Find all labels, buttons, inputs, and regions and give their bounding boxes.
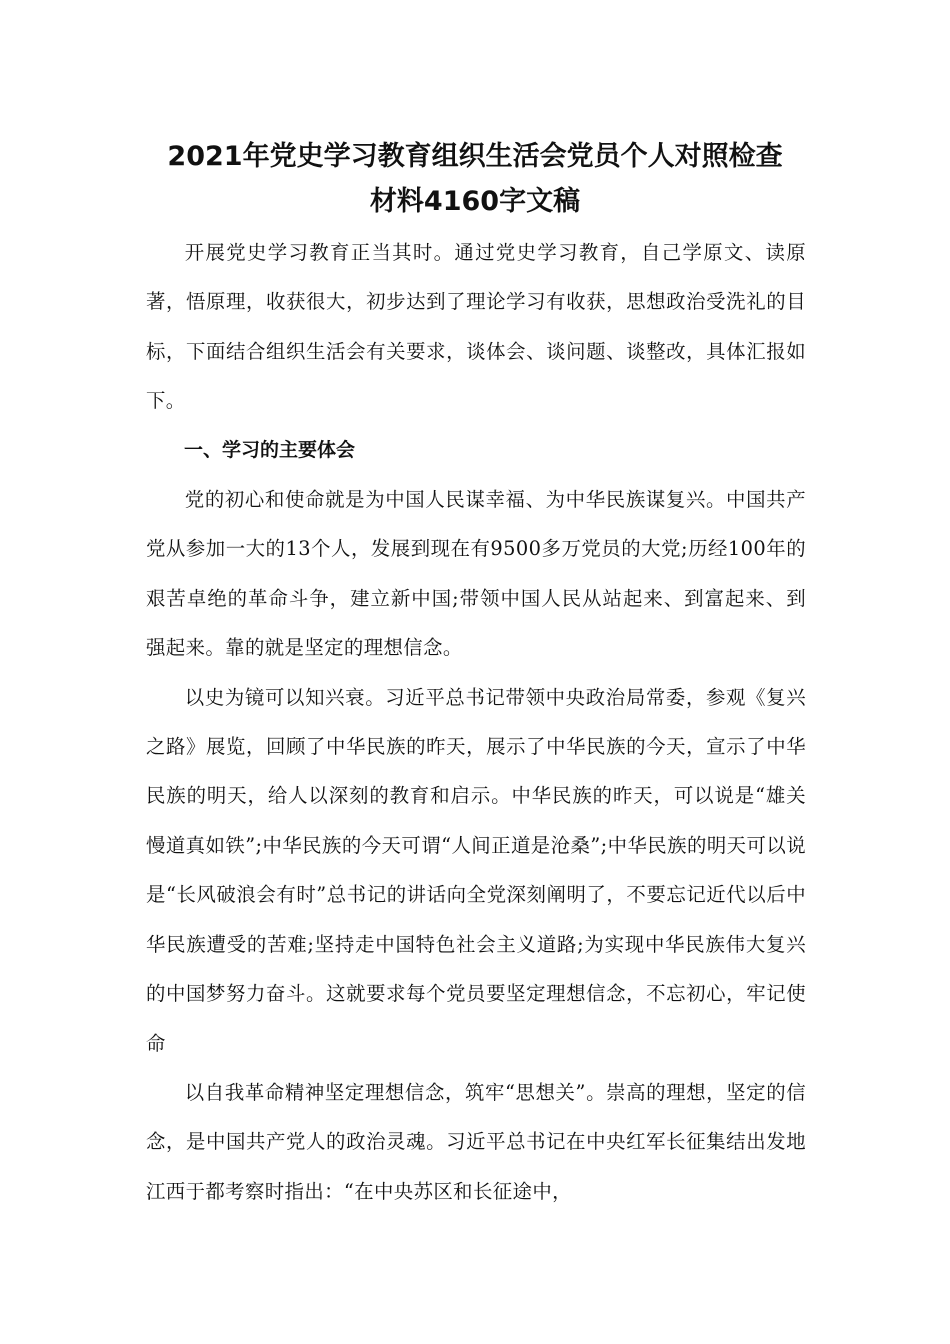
document-body bbox=[146, 228, 806, 1216]
section-heading: 一、学习的主要体会 bbox=[184, 438, 356, 461]
document-title-line-1: 2021年党史学习教育组织生活会党员个人对照检查 bbox=[167, 141, 783, 172]
body-paragraph: 以自我革命精神坚定理想信念，筑牢“思想关”。崇高的理想，坚定的信念，是中国共产党人的政治灵魂。习近平总书记在中央红军长征集结出发地江西于都考察时指出：“在中央苏区和长征途中， bbox=[146, 1080, 806, 1203]
body-paragraph: 以史为镜可以知兴衰。习近平总书记带领中央政治局常委，参观《复兴之路》展览，回顾了中华民族的昨天，展示了中华民族的今天，宣示了中华民族的明天，给人以深刻的教育和启示。中华民族的昨天，可以说是“雄关慢道真如铁”;中华民族的今天可谓“人间正道是沧桑”;中华民族的明天可以说是“长风破浪会有时”总书记的讲话向全党深刻阐明了，不要忘记近代以后中华民族遭受的苦难;坚持走中国特色社会主义道路;为实现中华民族伟大复兴的中国梦努力奋斗。这就要求每个党员要坚定理想信念，不忘初心，牢记使命 bbox=[146, 685, 806, 1055]
intro-paragraph: 开展党史学习教育正当其时。通过党史学习教育，自己学原文、读原著，悟原理，收获很大，初步达到了理论学习有收获，思想政治受洗礼的目标，下面结合组织生活会有关要求，谈体会、谈问题、谈整改，具体汇报如下。 bbox=[146, 241, 806, 413]
body-paragraph: 党的初心和使命就是为中国人民谋幸福、为中华民族谋复兴。中国共产党从参加一大的13个人，发展到现在有9500多万党员的大党;历经100年的艰苦卓绝的革命斗争，建立新中国;带领中国人民从站起来、到富起来、到强起来。靠的就是坚定的理想信念。 bbox=[146, 488, 806, 660]
document-title-line-2: 材料4160字文稿 bbox=[369, 186, 581, 217]
